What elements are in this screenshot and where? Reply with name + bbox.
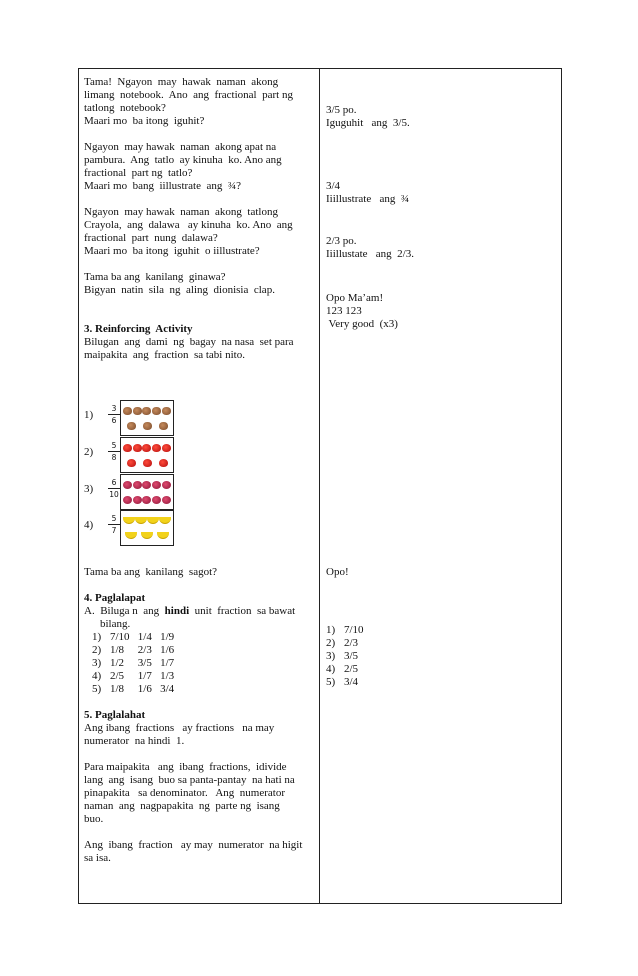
section-heading: 5. Paglalahat [84,709,146,721]
text-line: naman ang nagpapakita ng parte ng isang [84,800,280,812]
list-item: 5) 3/4 [326,676,359,688]
text-line: sa isa. [84,852,111,864]
student-answer-3 [326,235,556,261]
text-line: buo. [84,813,104,825]
grapes-icon [120,474,174,510]
text-line: fractional part nung dalawa? [84,232,218,244]
text-line: numerator na hindi 1. [84,735,185,747]
section-heading: 3. Reinforcing Activity [84,323,193,335]
text-line: Iiillustrate ang ¾ [326,193,410,205]
list-item: 1) 7/10 [326,624,364,636]
student-answer-1 [326,104,556,130]
text-line: Maari mo bang iillustrate ang ¾? [84,180,242,192]
fraction-item [84,514,120,535]
list-item: 5) 1/8 1/6 3/4 [92,683,175,695]
text-line: Opo Ma’am! [326,292,384,304]
text-line: lang ang isang buo sa panta-pantay na hati na [84,774,295,786]
text-line: Iiillustate ang 2/3. [326,248,414,260]
text-line: Para maipakita ang ibang fractions, idivide [84,761,287,773]
text-line: Opo! [326,566,349,578]
text-line: Tama! Ngayon may hawak naman akong [84,76,279,88]
text-line: Iguguhit ang 3/5. [326,117,410,129]
text-line: 3/5 po. [326,104,357,116]
text-line: Tama ba ang kanilang ginawa? [84,271,226,283]
text-line: limang notebook. Ano ang fractional part ng [84,89,293,101]
teacher-column [84,76,314,362]
list-item: 4) 2/5 1/7 1/3 [92,670,175,682]
fraction-item [84,478,120,499]
fraction: $\frac{5}{8}$ [108,441,120,462]
list-item: 3) 1/2 3/5 1/7 [92,657,175,669]
section-heading: 4. Paglalapat [84,592,146,604]
list-item: 2) 2/3 [326,637,359,649]
text-line: Crayola, ang dalawa ay kinuha ko. Ano ang [84,219,293,231]
strawberry-icon [120,437,174,473]
text-line: pinapakita sa denominator. Ang numerator [84,787,286,799]
student-answer-list [326,624,556,689]
list-item: 4) 2/5 [326,663,359,675]
text-line: Ang ibang fractions ay fractions na may [84,722,275,734]
text-line: Ngayon may hawak naman akong apat na [84,141,277,153]
text-line: 3/4 [326,180,341,192]
column-divider [319,68,320,904]
student-answer-4 [326,292,556,331]
text-line: pambura. Ang tatlo ay kinuha ko. Ano ang [84,154,282,166]
text-line: Maari mo ba itong iguhit? [84,115,205,127]
text-line: Ang ibang fraction ay may numerator na higit [84,839,303,851]
text-line: Bigyan natin sila ng aling dionisia clap. [84,284,275,296]
item-number: 1) [84,408,94,421]
student-answer-2 [326,180,556,206]
item-number: 2) [84,445,94,458]
item-number: 4) [84,518,94,531]
text-line: A. Biluga n ang hindi unit fraction sa bawat [84,605,296,617]
fraction: $\frac{5}{7}$ [108,514,120,535]
text-line: 123 123 [326,305,362,317]
list-item: 1) 7/10 1/4 1/9 [92,631,175,643]
fraction-item [84,404,120,425]
fraction: $\frac{6}{10}$ [109,478,119,499]
fraction: $\frac{3}{6}$ [108,404,120,425]
list-item: 3) 3/5 [326,650,359,662]
banana-icon [120,510,174,546]
text-line: maipakita ang fraction sa tabi nito. [84,349,245,361]
teacher-column-lower [84,566,314,865]
item-number: 3) [84,482,94,495]
text-line: 2/3 po. [326,235,357,247]
text-line: Tama ba ang kanilang sagot? [84,566,218,578]
text-line: tatlong notebook? [84,102,166,114]
text-line: Maari mo ba itong iguhit o iillustrate? [84,245,260,257]
text-line: fractional part ng tatlo? [84,167,193,179]
text-line: bilang. [100,618,131,630]
text-line: Very good (x3) [326,318,398,330]
text-line: Bilugan ang dami ng bagay na nasa set para [84,336,294,348]
fraction-item [84,441,120,462]
chocolate-icon [120,400,174,436]
student-answer-opo [326,566,556,579]
list-item: 2) 1/8 2/3 1/6 [92,644,175,656]
text-line: Ngayon may hawak naman akong tatlong [84,206,278,218]
